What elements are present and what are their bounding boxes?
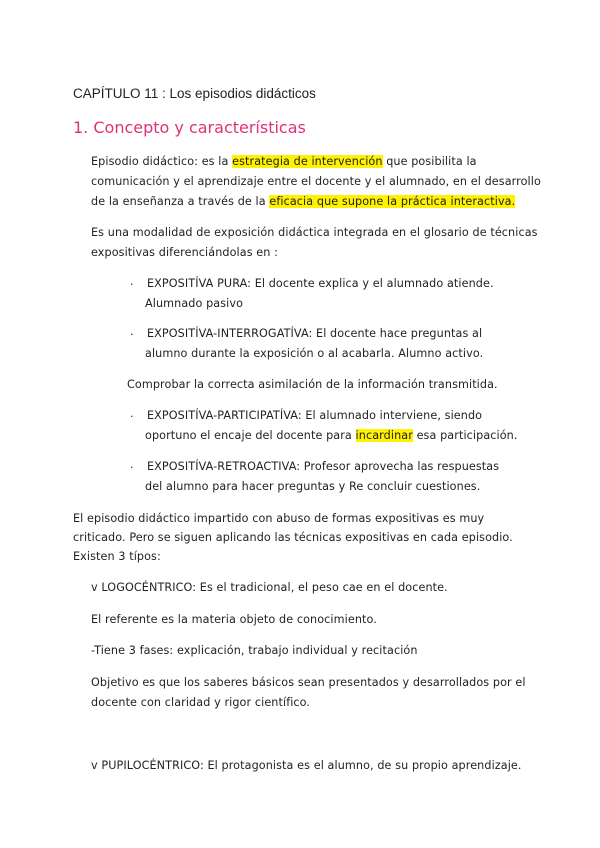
chapter-title: CAPÍTULO 11 : Los episodios didácticos (73, 86, 316, 101)
bullet-marker: · (130, 410, 134, 423)
bullet-1-line-1: EXPOSITÍVA PURA: El docente explica y el alumnado atiende. (147, 277, 494, 290)
intro-line-2: comunicación y el aprendizaje entre el docente y el alumnado, en el desarrollo (91, 175, 541, 188)
bullet-3-line-1: EXPOSITÍVA-PARTICIPATÍVA: El alumnado interviene, siendo (147, 409, 483, 422)
highlight-incardinar: incardinar (355, 429, 413, 442)
bullet-2-line-1: EXPOSITÍVA-INTERROGATÍVA: El docente hace preguntas al (147, 327, 483, 340)
modalidad-line-1: Es una modalidad de exposición didáctica integrada en el glosario de técnicas (91, 226, 538, 239)
modalidad-line-2: expositivas diferenciándolas en : (91, 246, 279, 259)
fases-line: -Tiene 3 fases: explicación, trabajo individual y recitación (91, 644, 418, 657)
highlight-estrategia: estrategia de intervención (232, 155, 383, 168)
intro-line-1: Episodio didáctico: es la estrategia de intervención que posibilita la (91, 155, 477, 168)
bullet-4-line-1: EXPOSITÍVA-RETROACTIVA: Profesor aprovecha las respuestas (147, 460, 500, 473)
bullet-3-line-2: oportuno el encaje del docente para incardinar esa participación. (145, 429, 518, 442)
abuso-line-1: El episodio didáctico impartido con abuso de formas expositivas es muy (73, 512, 485, 525)
pupilocentrico-line: v PUPILOCÉNTRICO: El protagonista es el alumno, de su propio aprendizaje. (91, 759, 522, 772)
intro-line-3: de la enseñanza a través de la eficacia que supone la práctica interactiva. (91, 195, 516, 208)
comprobar-line: Comprobar la correcta asimilación de la información transmitida. (127, 378, 498, 391)
referente-line: El referente es la materia objeto de conocimiento. (91, 613, 377, 626)
bullet-2-line-2: alumno durante la exposición o al acabarla. Alumno activo. (145, 347, 484, 360)
objetivo-line-2: docente con claridad y rigor científico. (91, 696, 311, 709)
objetivo-line-1: Objetivo es que los saberes básicos sean presentados y desarrollados por el (91, 676, 526, 689)
bullet-1-line-2: Alumnado pasivo (145, 297, 244, 310)
bullet-4-line-2: del alumno para hacer preguntas y Re concluir cuestiones. (145, 480, 481, 493)
bullet-marker: · (130, 278, 134, 291)
logocentrico-line: v LOGOCÉNTRICO: Es el tradicional, el peso cae en el docente. (91, 581, 448, 594)
abuso-line-3: Existen 3 típos: (73, 550, 161, 563)
bullet-marker: · (130, 328, 134, 341)
highlight-eficacia: eficacia que supone la práctica interactiva. (269, 195, 516, 208)
bullet-marker: · (130, 461, 134, 474)
abuso-line-2: criticado. Pero se siguen aplicando las técnicas expositivas en cada episodio. (73, 531, 513, 544)
section-title: 1. Concepto y características (73, 118, 306, 137)
